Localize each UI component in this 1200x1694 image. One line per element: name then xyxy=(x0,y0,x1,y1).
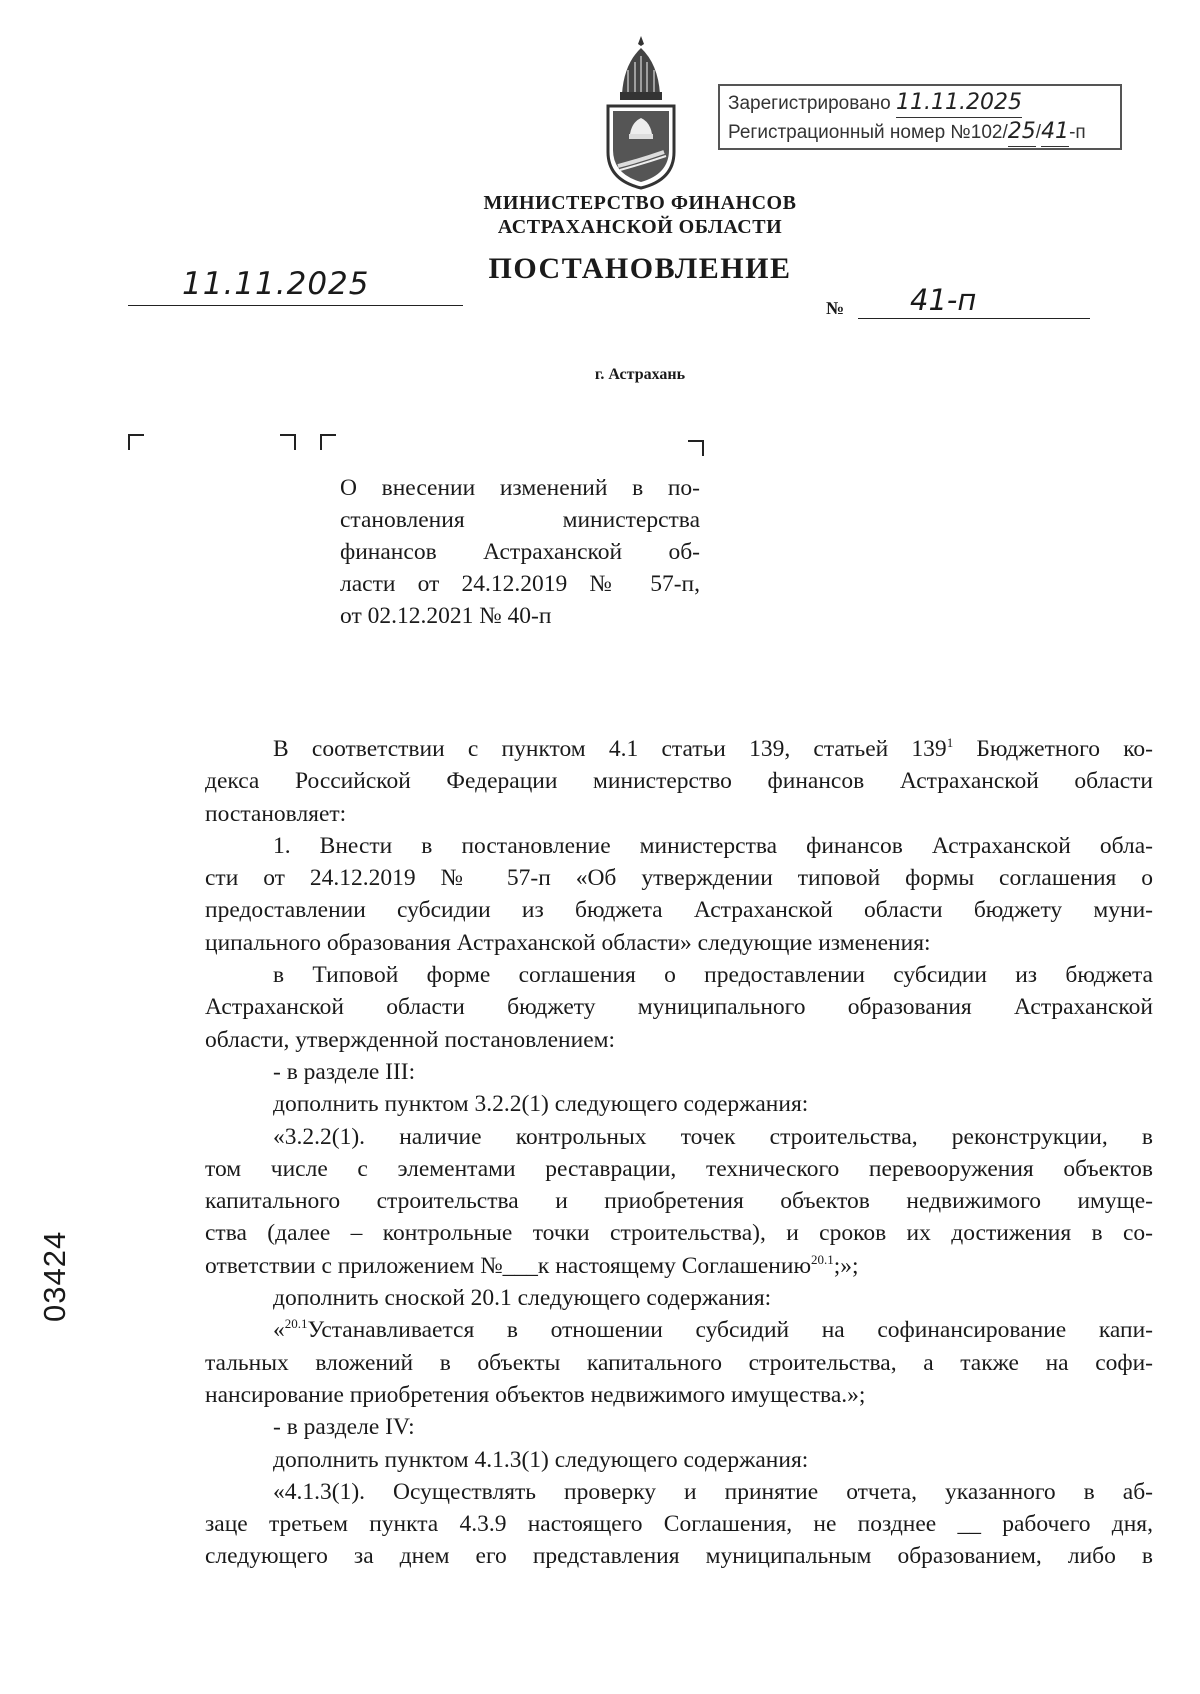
body-line: ства (далее – контрольные точки строительства), и сроков их достижения в со- xyxy=(205,1220,1153,1247)
body-line: тальных вложений в объекты капитального строительства, а также на софи- xyxy=(205,1349,1153,1376)
body-line: В соответствии с пунктом 4.1 статьи 139, статьей $139^1$ Бюджетного ко- xyxy=(273,735,1153,762)
coat-of-arms-emblem xyxy=(602,34,680,190)
body-line: - в разделе III: xyxy=(273,1058,416,1085)
document-subject xyxy=(340,472,700,632)
stamp-line-registered xyxy=(728,89,1112,118)
stamp-line-reg-number: Регистрационный номер №102/25/41-п xyxy=(728,118,1112,147)
ministry-name-line1: МИНИСТЕРСТВО ФИНАНСОВ xyxy=(483,192,797,214)
registration-stamp xyxy=(718,84,1122,150)
body-line: сти от 24.12.2019 № 57-п «Об утверждении типовой формы соглашения о xyxy=(205,865,1153,892)
body-line: «$^{20.1}$Устанавливается в отношении субсидий на софинансирование капи- xyxy=(273,1316,1153,1344)
number-underline xyxy=(858,318,1090,319)
subject-line: ласти от 24.12.2019 № 57-п, xyxy=(340,571,700,597)
body-line: капитального строительства и приобретения объектов недвижимого имуще- xyxy=(205,1188,1153,1215)
subject-line: от 02.12.2021 № 40-п xyxy=(340,603,552,629)
subject-line: О внесении изменений в по- xyxy=(340,475,700,501)
document-number: 41-п xyxy=(910,283,977,317)
city-name: г. Астрахань xyxy=(594,366,686,383)
stamp-reg-number-suffix: -п xyxy=(1069,122,1086,143)
date-underline xyxy=(128,305,463,306)
body-line: ципального образования Астраханской области» следующие изменения: xyxy=(205,929,931,956)
body-line: ответствии с приложением №___к настоящему Соглашению$^{20.1}$;»; xyxy=(205,1251,859,1279)
document-body xyxy=(205,733,1153,1573)
body-line: 1. Внести в постановление министерства финансов Астраханской обла- xyxy=(273,832,1153,859)
body-line: декса Российской Федерации министерство финансов Астраханской области xyxy=(205,768,1153,795)
body-line: том числе с элементами реставрации, технического перевооружения объектов xyxy=(205,1155,1153,1182)
body-line: дополнить пунктом 3.2.2(1) следующего содержания: xyxy=(273,1091,809,1118)
body-line: дополнить сноской 20.1 следующего содержания: xyxy=(273,1285,772,1312)
margin-document-number: 03424 xyxy=(37,1230,72,1322)
subject-line: становления министерства xyxy=(340,507,700,533)
ministry-name-line2: АСТРАХАНСКОЙ ОБЛАСТИ xyxy=(497,216,783,238)
body-line: «3.2.2(1). наличие контрольных точек строительства, реконструкции, в xyxy=(273,1123,1153,1150)
body-line: - в разделе IV: xyxy=(273,1414,415,1441)
stamp-reg-number-label: Регистрационный номер №102/ xyxy=(728,122,1008,143)
document-date: 11.11.2025 xyxy=(182,266,370,302)
body-line: в Типовой форме соглашения о предоставлении субсидии из бюджета xyxy=(273,962,1153,989)
bracket-corner-top-left-2 xyxy=(320,434,336,450)
bracket-corner-top-right xyxy=(280,434,296,450)
stamp-registered-label: Зарегистрировано xyxy=(728,93,891,114)
stamp-registered-date: 11.11.2025 xyxy=(896,89,1022,118)
body-line: Астраханской области бюджету муниципального образования Астраханской xyxy=(205,994,1153,1021)
document-type-title: ПОСТАНОВЛЕНИЕ xyxy=(488,252,792,285)
body-line: следующего за днем его представления муниципальным образованием, либо в xyxy=(205,1543,1153,1570)
body-line: нансирование приобретения объектов недвижимого имущества.»; xyxy=(205,1381,866,1408)
body-line: предоставлении субсидии из бюджета Астраханской области бюджету муни- xyxy=(205,897,1153,924)
subject-line: финансов Астраханской об- xyxy=(340,539,700,565)
stamp-reg-number-part2: 41 xyxy=(1041,118,1069,147)
body-line: постановляет: xyxy=(205,800,347,827)
body-line: заце третьем пункта 4.3.9 настоящего Соглашения, не позднее __ рабочего дня, xyxy=(205,1511,1153,1538)
body-line: области, утвержденной постановлением: xyxy=(205,1026,616,1053)
bracket-corner-top-left xyxy=(128,434,144,450)
number-label: № xyxy=(826,298,845,318)
body-line: дополнить пунктом 4.1.3(1) следующего содержания: xyxy=(273,1446,809,1473)
bracket-corner-top-right-2 xyxy=(688,440,704,456)
body-line: «4.1.3(1). Осуществлять проверку и принятие отчета, указанного в аб- xyxy=(273,1478,1153,1505)
stamp-reg-number-part1: 25 xyxy=(1008,118,1036,147)
